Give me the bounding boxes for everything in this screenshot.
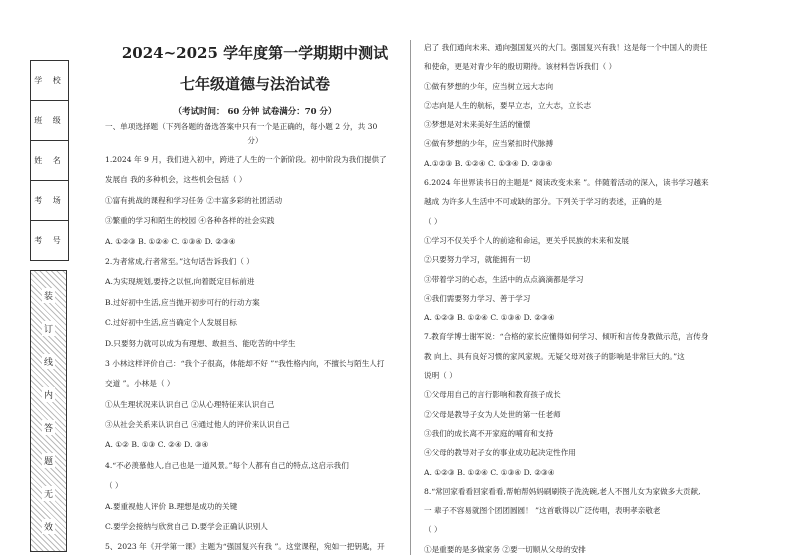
exam-info: （考试时间： 60 分钟 试卷满分：70 分） (173, 107, 337, 117)
question-line: 启了 我们通向未来、通向强国复兴的大门。强国复兴有我！这是每一个中国人的责任 (424, 43, 708, 52)
seal-char: 内 (42, 387, 55, 402)
exam-number-field[interactable]: 考 号 (34, 236, 65, 245)
question-line: 一 辈子不容易就图个团团圆圆！ ”这首歌得以广泛传唱，表明孝亲敬老 (424, 506, 661, 516)
question-line: 发展自 我的多种机会，这些机会包括（ ） (105, 175, 247, 185)
question-line: 6.2024 年世界读书日的主题是“ 阅读改变未来 ”。伴随着活动的深入，读书学习越来 (424, 178, 709, 188)
question-line: ③繁重的学习和陌生的校园 ④各种各样的社会实践 (105, 216, 275, 226)
question-line: ①父母用自己的言行影响和教育孩子成长 (424, 390, 561, 400)
seal-char: 无 (42, 486, 55, 501)
question-line: C.要学会接纳与欣赏自己 D.要学会正确认识别人 (105, 522, 268, 532)
exam-room-field[interactable]: 考 场 (31, 181, 68, 221)
section-heading: 一、单项选择题（下列各题的备选答案中只有一个是正确的，每小题 2 分，共 30 分） (105, 122, 378, 145)
question-line: ③带着学习的心态，生活中的点点滴滴都是学习 (424, 274, 584, 284)
question-line: A. ①② B. ①③ C. ②④ D. ③④ (105, 440, 209, 450)
name-field[interactable]: 姓 名 (31, 141, 68, 181)
question-line: 4.“不必羡慕他人,自己也是一道风景。”每个人都有自己的特点,这启示我们 (105, 460, 349, 470)
question-line: B.过好初中生活,应当抛开初步可行的行动方案 (105, 297, 260, 307)
question-line: ①从生理状况来认识自己 ②从心理特征来认识自己 (105, 399, 275, 409)
seal-char: 线 (42, 354, 55, 369)
seal-char: 效 (42, 519, 55, 534)
question-line: A. ①②③ B. ①②④ C. ①③④ D. ②③④ (424, 313, 555, 323)
question-line: 5、2023 年《开学第一课》主题为“强国复兴有我 ”。这堂课程，宛如一把钥匙，开 (105, 542, 385, 552)
question-line: ①是重要的是多做家务 ②要一切顺从父母的安排 (424, 544, 586, 554)
question-line: A.为实现规划,要持之以恒,向着既定目标前进 (105, 277, 255, 287)
question-line: 越成 为许多人生活中不可或缺的部分。下列关于学习的表述，正确的是 (424, 197, 662, 207)
question-line: ③从社会关系来认识自己 ④通过他人的评价来认识自己 (105, 420, 290, 430)
seal-char: 订 (42, 321, 55, 336)
question-line: A.①②③ B. ①②④ C. ①③④ D. ②③④ (424, 158, 553, 168)
question-line: ②志向是人生的航标，要早立志，立大志，立长志 (424, 100, 592, 110)
seal-char: 题 (42, 453, 55, 468)
question-line: A.要重视他人评价 B.理想是成功的关键 (105, 501, 238, 511)
student-info-table (30, 60, 69, 261)
question-line: A. ①②③ B. ①②④ C. ①③④ D. ②③④ (105, 236, 236, 246)
question-line: C.过好初中生活,应当确定个人发展目标 (105, 318, 237, 328)
right-column (424, 38, 769, 559)
question-line: ③我们的成长离不开家庭的哺育和支持 (424, 428, 554, 438)
question-line: 1.2024 年 9 月，我们进入初中，跨进了人生的一个新阶段。初中阶段为我们提供了 (105, 155, 387, 164)
question-line: D.只要努力就可以成为有理想、敢担当、能吃苦的中学生 (105, 338, 296, 348)
question-line: 和使命，更是对青少年的殷切期待。该材料告诉我们（ ） (424, 62, 617, 72)
question-line: ④父母的教导对子女的事业成功起决定性作用 (424, 448, 576, 458)
question-line: A. ①②③ B. ①②④ C. ①③④ D. ②③④ (424, 467, 555, 477)
question-line: ①做有梦想的少年，应当树立远大志向 (424, 81, 554, 91)
question-line: ①富有挑战的课程和学习任务 ②丰富多彩的社团活动 (105, 195, 283, 205)
question-line: 教 向上、具有良好习惯的家风家规。无疑父母对孩子的影响是非常巨大的。”这 (424, 351, 685, 361)
exam-title: 2024~2025 学年度第一学期期中测试 (121, 44, 389, 62)
column-divider (410, 40, 411, 555)
seal-char: 装 (42, 288, 55, 303)
exam-subtitle: 七年级道德与法治试卷 (179, 75, 330, 93)
question-line: （ ） (424, 525, 442, 535)
question-line: 8.“常回家看看回家看看,帮帕帮妈妈刷刷筷子洗洗碗,老人不图儿女为家做多大贡献, (424, 486, 701, 496)
question-line: 交道 ”。小林是（ ） (105, 379, 175, 389)
left-column (105, 150, 405, 558)
seal-char: 答 (42, 420, 55, 435)
question-line: 7.教育学博士谢军说：“合格的家长应懂得如何学习、倾听和言传身教做示范，言传身 (424, 332, 709, 342)
question-line: ③梦想是对未来美好生活的憧憬 (424, 120, 531, 130)
binding-seal-strip (30, 270, 67, 552)
question-line: ④做有梦想的少年，应当紧扣时代脉搏 (424, 139, 554, 149)
question-line: （ ） (424, 216, 442, 226)
question-line: ①学习不仅关乎个人的前途和命运，更关乎民族的未来和发展 (424, 235, 630, 245)
question-line: 说明（ ） (424, 371, 457, 381)
question-line: 2.为者常成,行者常至。”这句话告诉我们（ ） (105, 256, 254, 266)
class-field[interactable]: 班 级 (31, 101, 68, 141)
question-line: ②父母是教导子女为人处世的第一任老师 (424, 409, 561, 419)
question-line: ②只要努力学习，就能拥有一切 (424, 255, 531, 265)
school-field[interactable]: 学 校 (31, 61, 68, 101)
question-line: （ ） (105, 481, 123, 491)
question-line: ④我们需要努力学习、善于学习 (424, 293, 531, 303)
question-line: 3 小林这样评价自己：“我个子很高，体能却不好 ”“我性格内向，不擅长与陌生人打 (105, 358, 385, 368)
